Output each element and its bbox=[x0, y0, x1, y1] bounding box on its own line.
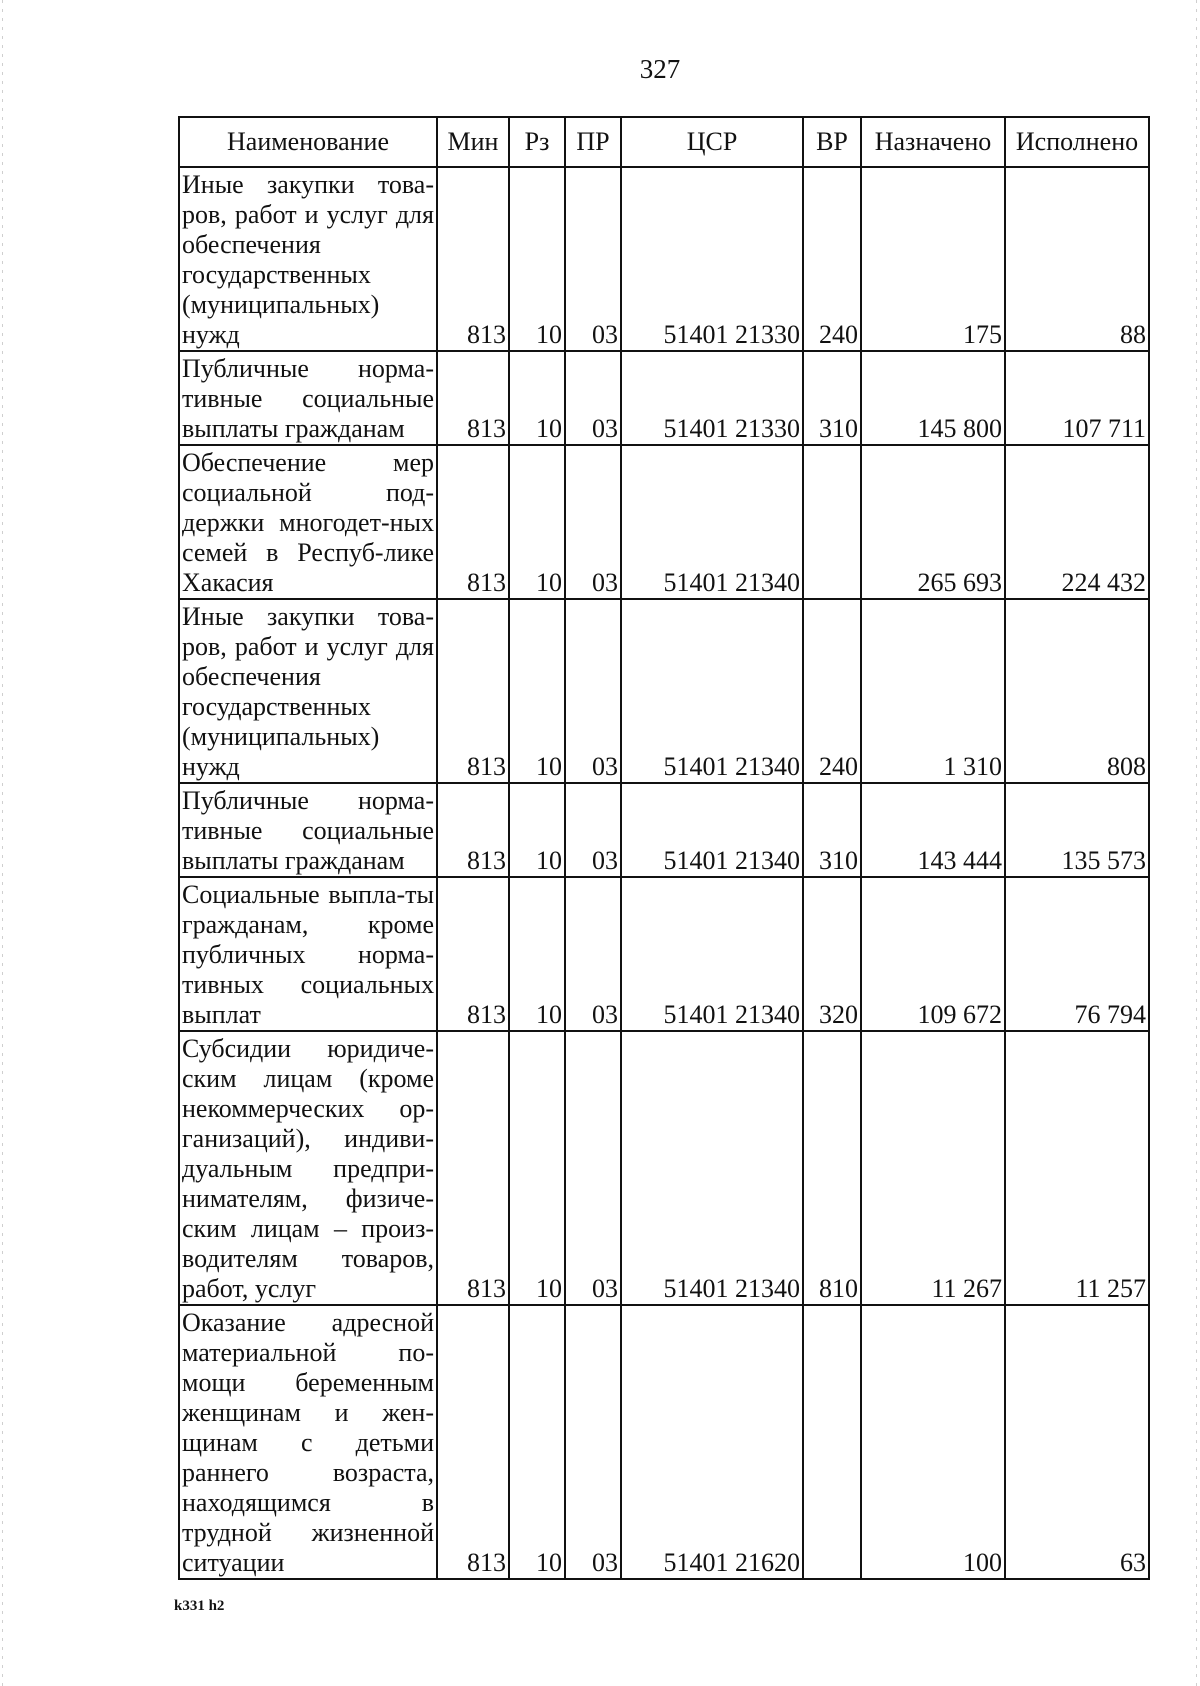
row-rz: 10 bbox=[509, 167, 565, 351]
row-executed: 135 573 bbox=[1005, 783, 1149, 877]
header-vr: ВР bbox=[803, 117, 861, 167]
row-name: Социальные выпла-ты гражданам, кроме публичных норма-тивных социальных выплат bbox=[179, 877, 437, 1031]
row-executed: 76 794 bbox=[1005, 877, 1149, 1031]
row-assigned: 11 267 bbox=[861, 1031, 1005, 1305]
row-pr: 03 bbox=[565, 445, 621, 599]
table-row bbox=[179, 877, 1149, 1031]
row-assigned: 175 bbox=[861, 167, 1005, 351]
row-vr bbox=[803, 1305, 861, 1579]
table-row bbox=[179, 351, 1149, 445]
row-vr: 310 bbox=[803, 351, 861, 445]
row-executed: 88 bbox=[1005, 167, 1149, 351]
row-rz: 10 bbox=[509, 445, 565, 599]
header-assigned: Назначено bbox=[861, 117, 1005, 167]
row-csr: 51401 21340 bbox=[621, 445, 803, 599]
header-csr: ЦСР bbox=[621, 117, 803, 167]
row-name: Иные закупки това-ров, работ и услуг для обеспечения государственных (муниципальных) нужд bbox=[179, 167, 437, 351]
row-executed: 11 257 bbox=[1005, 1031, 1149, 1305]
row-pr: 03 bbox=[565, 599, 621, 783]
row-csr: 51401 21340 bbox=[621, 877, 803, 1031]
row-csr: 51401 21340 bbox=[621, 1031, 803, 1305]
header-name: Наименование bbox=[179, 117, 437, 167]
row-csr: 51401 21330 bbox=[621, 167, 803, 351]
row-vr: 810 bbox=[803, 1031, 861, 1305]
row-min: 813 bbox=[437, 351, 509, 445]
row-name: Иные закупки това-ров, работ и услуг для обеспечения государственных (муниципальных) нужд bbox=[179, 599, 437, 783]
row-name: Обеспечение мер социальной под-держки многодет-ных семей в Респуб-лике Хакасия bbox=[179, 445, 437, 599]
row-assigned: 109 672 bbox=[861, 877, 1005, 1031]
row-vr: 240 bbox=[803, 167, 861, 351]
row-assigned: 265 693 bbox=[861, 445, 1005, 599]
row-assigned: 143 444 bbox=[861, 783, 1005, 877]
row-min: 813 bbox=[437, 783, 509, 877]
footer-code: k331 h2 bbox=[174, 1598, 225, 1614]
row-min: 813 bbox=[437, 445, 509, 599]
header-rz: Рз bbox=[509, 117, 565, 167]
header-executed: Исполнено bbox=[1005, 117, 1149, 167]
row-name: Субсидии юридиче-ским лицам (кроме некоммерческих ор-ганизаций), индиви-дуальным предпри-нимателям, физиче-ским лицам – произ-водителям товаров, работ, услуг bbox=[179, 1031, 437, 1305]
row-executed: 224 432 bbox=[1005, 445, 1149, 599]
table-row bbox=[179, 1031, 1149, 1305]
row-pr: 03 bbox=[565, 1031, 621, 1305]
row-assigned: 1 310 bbox=[861, 599, 1005, 783]
row-rz: 10 bbox=[509, 351, 565, 445]
row-pr: 03 bbox=[565, 877, 621, 1031]
row-rz: 10 bbox=[509, 783, 565, 877]
row-rz: 10 bbox=[509, 599, 565, 783]
row-executed: 63 bbox=[1005, 1305, 1149, 1579]
row-name: Оказание адресной материальной по-мощи беременным женщинам и жен-щинам с детьми раннего возраста, находящимся в трудной жизненной ситуации bbox=[179, 1305, 437, 1579]
row-pr: 03 bbox=[565, 1305, 621, 1579]
row-vr: 240 bbox=[803, 599, 861, 783]
page-number: 327 bbox=[639, 54, 681, 84]
table-row bbox=[179, 783, 1149, 877]
row-csr: 51401 21620 bbox=[621, 1305, 803, 1579]
row-rz: 10 bbox=[509, 1305, 565, 1579]
row-min: 813 bbox=[437, 877, 509, 1031]
row-pr: 03 bbox=[565, 167, 621, 351]
row-csr: 51401 21340 bbox=[621, 783, 803, 877]
scan-edge-left bbox=[2, 0, 3, 1686]
table-row bbox=[179, 167, 1149, 351]
budget-table bbox=[178, 116, 1150, 1580]
row-vr: 310 bbox=[803, 783, 861, 877]
row-vr bbox=[803, 445, 861, 599]
table-header-row bbox=[179, 117, 1149, 167]
row-executed: 107 711 bbox=[1005, 351, 1149, 445]
row-csr: 51401 21340 bbox=[621, 599, 803, 783]
row-min: 813 bbox=[437, 1305, 509, 1579]
scan-edge-right bbox=[1196, 0, 1197, 1686]
row-name: Публичные норма-тивные социальные выплаты гражданам bbox=[179, 351, 437, 445]
row-assigned: 145 800 bbox=[861, 351, 1005, 445]
row-rz: 10 bbox=[509, 1031, 565, 1305]
row-csr: 51401 21330 bbox=[621, 351, 803, 445]
row-assigned: 100 bbox=[861, 1305, 1005, 1579]
row-min: 813 bbox=[437, 167, 509, 351]
row-vr: 320 bbox=[803, 877, 861, 1031]
row-pr: 03 bbox=[565, 783, 621, 877]
row-name: Публичные норма-тивные социальные выплаты гражданам bbox=[179, 783, 437, 877]
table-row bbox=[179, 1305, 1149, 1579]
row-rz: 10 bbox=[509, 877, 565, 1031]
row-executed: 808 bbox=[1005, 599, 1149, 783]
table-row bbox=[179, 445, 1149, 599]
row-pr: 03 bbox=[565, 351, 621, 445]
header-min: Мин bbox=[437, 117, 509, 167]
header-pr: ПР bbox=[565, 117, 621, 167]
row-min: 813 bbox=[437, 1031, 509, 1305]
table-row bbox=[179, 599, 1149, 783]
row-min: 813 bbox=[437, 599, 509, 783]
